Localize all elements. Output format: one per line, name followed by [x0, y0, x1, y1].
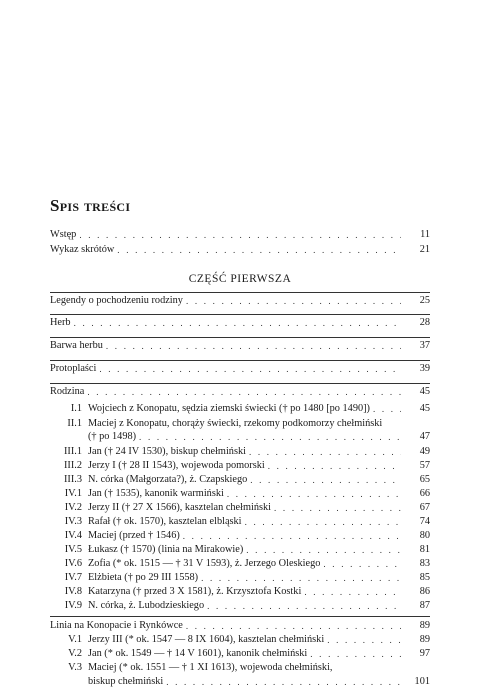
toc-entry-label: Wojciech z Konopatu, sędzia ziemski świecki († po 1480 [po 1490]): [88, 403, 370, 414]
entry-number: V.3: [68, 662, 82, 673]
entry-number: IV.5: [64, 544, 82, 555]
toc-subentry[interactable]: [50, 558, 430, 570]
toc-subentry-continuation[interactable]: [50, 676, 430, 688]
entry-number: V.1: [68, 634, 82, 645]
leader-dots: [327, 634, 401, 646]
toc-entry[interactable]: [50, 363, 430, 375]
toc-entry-line-heading[interactable]: [50, 620, 430, 632]
toc-subentry[interactable]: [50, 502, 430, 514]
toc-entry-label: Jan († 1535), kanonik warmiński: [88, 488, 224, 499]
toc-entry-intro[interactable]: [50, 229, 430, 241]
toc-subentry[interactable]: [50, 634, 430, 646]
toc-page-number: 21: [419, 244, 430, 255]
leader-dots: [373, 403, 401, 415]
toc-entry-label: Wstęp: [50, 229, 77, 240]
entry-number: III.1: [63, 446, 82, 457]
entry-number: IV.8: [64, 586, 82, 597]
entry-number: V.2: [68, 648, 82, 659]
toc-entry[interactable]: [50, 317, 430, 329]
entry-number: IV.3: [64, 516, 82, 527]
leader-dots: [207, 600, 401, 612]
toc-page-number: 101: [414, 676, 430, 687]
toc-entry-abbreviations[interactable]: [50, 244, 430, 256]
divider: [50, 360, 430, 361]
leader-dots: [117, 244, 401, 256]
toc-entry-label: Herb: [50, 317, 71, 328]
toc-subentry[interactable]: [50, 530, 430, 542]
toc-page-number: 86: [419, 586, 430, 597]
toc-subentry[interactable]: [50, 662, 430, 674]
leader-dots: [304, 586, 401, 598]
toc-entry-label: Maciej (* ok. 1551 — † 1 XI 1613), wojewoda chełmiński,: [88, 662, 333, 673]
toc-page-number: 81: [419, 544, 430, 555]
toc-page-number: 97: [419, 648, 430, 659]
divider: [50, 616, 430, 617]
leader-dots: [166, 676, 401, 688]
toc-page-number: 49: [419, 446, 430, 457]
toc-entry-label: († po 1498): [88, 431, 137, 442]
toc-entry-label: Łukasz († 1570) (linia na Mirakowie): [88, 544, 244, 555]
toc-page-number: 74: [419, 516, 430, 527]
divider: [50, 337, 430, 338]
entry-number: IV.2: [64, 502, 82, 513]
toc-page-number: 67: [419, 502, 430, 513]
toc-page-number: 89: [419, 620, 430, 631]
toc-subentry[interactable]: [50, 648, 430, 660]
toc-page-number: 45: [419, 403, 430, 414]
toc-entry-label: Elżbieta († po 29 III 1558): [88, 572, 199, 583]
toc-entry-label: Jerzy I († 28 II 1543), wojewoda pomorski: [88, 460, 265, 471]
leader-dots: [274, 502, 401, 514]
entry-number: III.2: [63, 460, 82, 471]
toc-entry-label: Jan († 24 IV 1530), biskup chełmiński: [88, 446, 246, 457]
toc-page-number: 25: [419, 295, 430, 306]
divider: [50, 314, 430, 315]
entry-number: IV.6: [64, 558, 82, 569]
leader-dots: [99, 363, 401, 375]
leader-dots: [249, 446, 401, 458]
toc-page-number: 83: [419, 558, 430, 569]
toc-subentry[interactable]: [50, 516, 430, 528]
divider: [50, 292, 430, 293]
toc-page-number: 11: [420, 229, 430, 240]
entry-number: III.3: [63, 474, 82, 485]
toc-page-number: 87: [419, 600, 430, 611]
leader-dots: [139, 431, 401, 443]
leader-dots: [74, 317, 401, 329]
toc-entry-label: Maciej (przed † 1546): [88, 530, 180, 541]
toc-page-number: 89: [419, 634, 430, 645]
toc-entry-label: Jerzy III (* ok. 1547 — 8 IX 1604), kasztelan chełmiński: [88, 634, 325, 645]
toc-page-number: 47: [419, 431, 430, 442]
toc-entry-label: N. córka, ż. Lubodzieskiego: [88, 600, 205, 611]
toc-subentry[interactable]: [50, 403, 430, 415]
leader-dots: [310, 648, 401, 660]
toc-entry-label: Jan (* ok. 1549 — † 14 V 1601), kanonik chełmiński: [88, 648, 308, 659]
toc-entry-label: Katarzyna († przed 3 X 1581), ż. Krzysztofa Kostki: [88, 586, 302, 597]
toc-entry-label: biskup chełmiński: [88, 676, 164, 687]
entry-number: IV.4: [64, 530, 82, 541]
toc-entry[interactable]: [50, 340, 430, 352]
toc-subentry[interactable]: [50, 586, 430, 598]
toc-entry-label: Linia na Konopacie i Rynkówce: [50, 620, 183, 631]
leader-dots: [323, 558, 401, 570]
toc-subentry[interactable]: [50, 418, 430, 430]
toc-subentry[interactable]: [50, 474, 430, 486]
toc-page-number: 66: [419, 488, 430, 499]
divider: [50, 383, 430, 384]
toc-entry-label: Rafał († ok. 1570), kasztelan elbląski: [88, 516, 242, 527]
leader-dots: [87, 386, 401, 398]
toc-subentry[interactable]: [50, 460, 430, 472]
leader-dots: [250, 474, 401, 486]
toc-page-number: 57: [419, 460, 430, 471]
toc-entry-label: Legendy o pochodzeniu rodziny: [50, 295, 183, 306]
toc-subentry[interactable]: [50, 572, 430, 584]
page-title: Spis treści: [50, 196, 131, 215]
leader-dots: [106, 340, 401, 352]
toc-entry-label: Protoplaści: [50, 363, 97, 374]
leader-dots: [201, 572, 401, 584]
entry-number: IV.7: [64, 572, 82, 583]
entry-number: II.1: [67, 418, 82, 429]
leader-dots: [246, 544, 401, 556]
leader-dots: [186, 620, 401, 632]
toc-subentry[interactable]: [50, 600, 430, 612]
toc-page-number: 45: [419, 386, 430, 397]
toc-entry-label: Barwa herbu: [50, 340, 103, 351]
toc-page-number: 65: [419, 474, 430, 485]
leader-dots: [183, 530, 401, 542]
entry-number: IV.1: [64, 488, 82, 499]
toc-subentry[interactable]: [50, 488, 430, 500]
toc-page-number: 85: [419, 572, 430, 583]
leader-dots: [268, 460, 401, 472]
leader-dots: [79, 229, 401, 241]
entry-number: IV.9: [64, 600, 82, 611]
toc-entry-label: Zofia (* ok. 1515 — † 31 V 1593), ż. Jerzego Oleskiego: [88, 558, 321, 569]
leader-dots: [245, 516, 401, 528]
toc-subentry[interactable]: [50, 544, 430, 556]
toc-page-number: 39: [419, 363, 430, 374]
toc-entry-label: Jerzy II († 27 X 1566), kasztelan chełmiński: [88, 502, 272, 513]
toc-entry-label: Rodzina: [50, 386, 85, 397]
toc-entry-label: Wykaz skrótów: [50, 244, 115, 255]
toc-page-number: 80: [419, 530, 430, 541]
toc-entry[interactable]: [50, 295, 430, 307]
toc-page-number: 28: [419, 317, 430, 328]
toc-entry[interactable]: [50, 386, 430, 398]
entry-number: I.1: [70, 403, 82, 414]
leader-dots: [186, 295, 401, 307]
toc-entry-label: Maciej z Konopatu, chorąży świecki, rzekomy podkomorzy chełmiński: [88, 418, 383, 429]
part-heading: CZĘŚĆ PIERWSZA: [188, 273, 292, 285]
toc-subentry-continuation[interactable]: [50, 431, 430, 443]
toc-page-number: 37: [419, 340, 430, 351]
toc-entry-label: N. córka (Małgorzata?), ż. Czapskiego: [88, 474, 248, 485]
toc-subentry[interactable]: [50, 446, 430, 458]
leader-dots: [227, 488, 401, 500]
